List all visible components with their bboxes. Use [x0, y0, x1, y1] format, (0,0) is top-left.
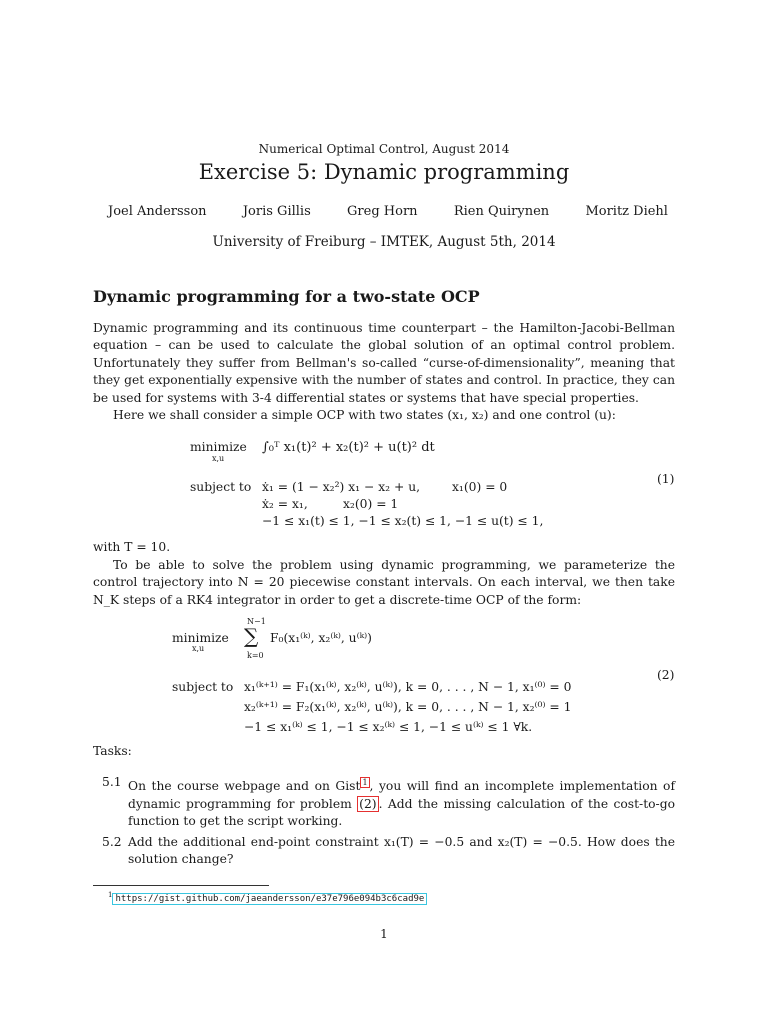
equation-number: (2): [657, 668, 675, 682]
task-number: 5.2: [102, 835, 122, 849]
task-text-part: . Add the missing calculation of the cost-to-go function to get the script working.: [128, 796, 675, 828]
eq-minimize-sub: x,u: [192, 644, 205, 653]
sum-upper: N−1: [247, 617, 266, 626]
eq-bounds: −1 ≤ x₁(t) ≤ 1, −1 ≤ x₂(t) ≤ 1, −1 ≤ u(t) ≤ 1,: [262, 514, 544, 528]
equation-reference-link[interactable]: (2): [359, 796, 377, 811]
author: Greg Horn: [347, 204, 418, 219]
eq-subject-to: subject to: [190, 480, 252, 494]
author: Moritz Diehl: [585, 204, 668, 219]
sum-lower: k=0: [247, 651, 264, 660]
eq-minimize-sub: x,u: [212, 454, 225, 463]
tasks-heading: Tasks:: [93, 744, 132, 758]
eq-objective: ∫₀ᵀ x₁(t)² + x₂(t)² + u(t)² dt: [262, 440, 435, 455]
eq-constraint: x₁⁽ᵏ⁺¹⁾ = F₁(x₁⁽ᵏ⁾, x₂⁽ᵏ⁾, u⁽ᵏ⁾), k = 0, . . . , N − 1, x₁⁽⁰⁾ = 0: [244, 680, 572, 694]
footnote-link[interactable]: 1: [362, 778, 368, 787]
task-number: 5.1: [102, 775, 122, 789]
section-heading: Dynamic programming for a two-state OCP: [93, 287, 480, 306]
task-text: [128, 774, 675, 830]
gist-link[interactable]: https://gist.github.com/jaeandersson/e37e796e094b3c6cad9e: [112, 893, 427, 905]
eq-initial: x₁(0) = 0: [452, 480, 508, 494]
eq-minimize: minimize: [172, 631, 229, 645]
eq-initial: x₂(0) = 1: [343, 497, 399, 511]
eq-subject-to: subject to: [172, 680, 234, 694]
paragraph-block: [93, 557, 675, 609]
task-text: Add the additional end-point constraint x₁(T) = −0.5 and x₂(T) = −0.5. How does the solution change?: [128, 835, 675, 867]
eq-constraint: x₂⁽ᵏ⁺¹⁾ = F₂(x₁⁽ᵏ⁾, x₂⁽ᵏ⁾, u⁽ᵏ⁾), k = 0, . . . , N − 1, x₂⁽⁰⁾ = 1: [244, 700, 572, 714]
eq-objective: F₀(x₁⁽ᵏ⁾, x₂⁽ᵏ⁾, u⁽ᵏ⁾): [270, 631, 372, 645]
paragraph: Here we shall consider a simple OCP with two states (x₁, x₂) and one control (u):: [113, 408, 616, 423]
sum-icon: ∑: [244, 624, 259, 648]
intro-text: [93, 320, 675, 424]
eq-constraint: ẋ₁ = (1 − x₂²) x₁ − x₂ + u,: [262, 480, 421, 494]
task-text-part: , you will find an incomplete implementation of dynamic programming for problem: [128, 779, 676, 811]
paragraph: To be able to solve the problem using dynamic programming, we parameterize the control trajectory into N = 20 piecewise constant intervals. On each interval, we then take N_K steps of a RK4 integrator in order to get a discrete-time OCP of the form:: [93, 558, 675, 607]
affiliation: University of Freiburg – IMTEK, August 5th, 2014: [212, 234, 556, 250]
footnote: [108, 891, 427, 904]
author: Rien Quirynen: [453, 204, 550, 219]
footnote-divider: [93, 885, 269, 886]
eq-bounds: −1 ≤ x₁⁽ᵏ⁾ ≤ 1, −1 ≤ x₂⁽ᵏ⁾ ≤ 1, −1 ≤ u⁽ᵏ⁾ ≤ 1 ∀k.: [244, 720, 533, 734]
equation-number: (1): [657, 472, 675, 486]
eq-minimize: minimize: [190, 440, 247, 454]
page-number: 1: [380, 927, 388, 941]
eq-constraint: ẋ₂ = x₁,: [262, 497, 308, 511]
course-line: Numerical Optimal Control, August 2014: [258, 142, 510, 156]
page-title: Exercise 5: Dynamic programming: [198, 160, 570, 184]
paragraph: with T = 10.: [93, 540, 171, 554]
footnote-mark: 1: [108, 891, 113, 899]
task-text-part: On the course webpage and on Gist: [128, 779, 361, 794]
author-list: [108, 204, 668, 219]
author: Joel Andersson: [108, 204, 207, 219]
paragraph: Dynamic programming and its continuous time counterpart – the Hamilton-Jacobi-Bellman equation – can be used to calculate the global solution of an optimal control problem. Unfortunately they suffer from Bellman's so-called “curse-of-dimensionality”, meaning that they get exponentially expensive with the number of states and control. In practice, they can be used for systems with 3-4 differential states or systems that have special properties.: [93, 321, 675, 405]
author: Joris Gillis: [242, 204, 311, 219]
